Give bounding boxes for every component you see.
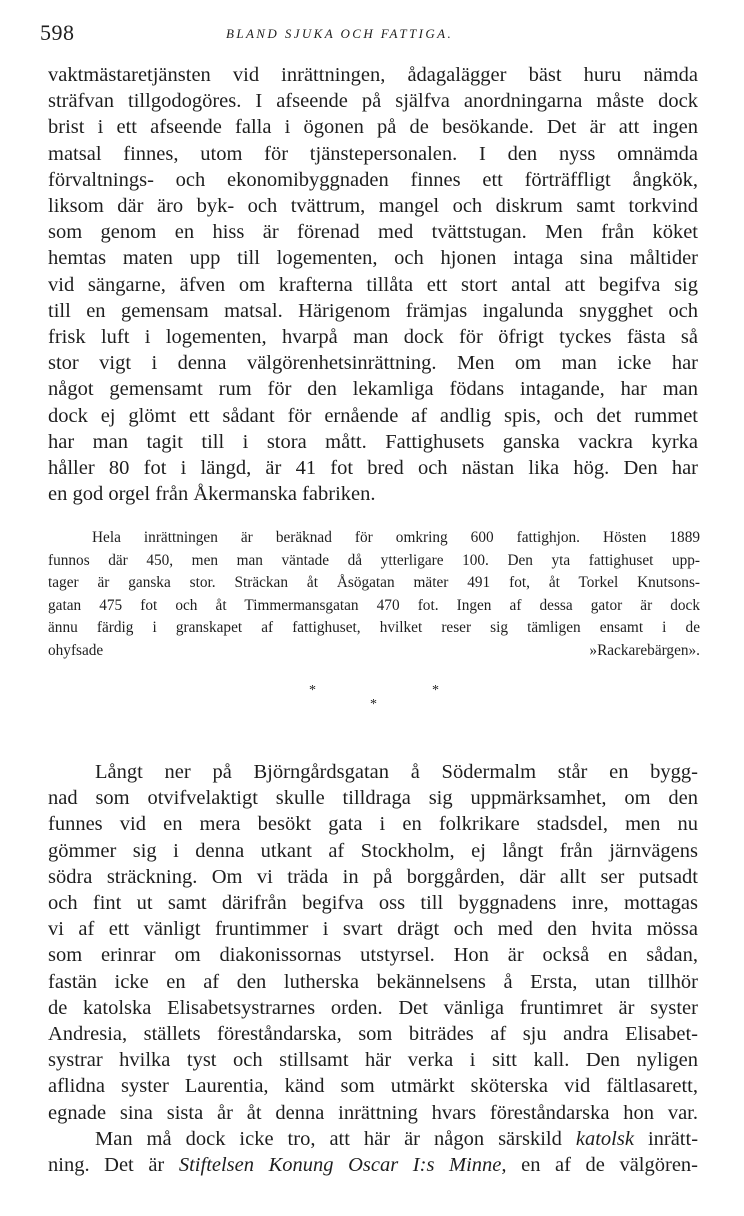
- text-run: en af de välgören-: [521, 1154, 699, 1177]
- footnote-line: funnos där 450, men man väntade då ytterligare 100. Den yta fattighuset upp-: [48, 551, 700, 569]
- paragraph-2: [48, 759, 698, 1178]
- text-line: förvaltnings- och ekonomibyggnaden finnes ett förträffligt ångkök,: [48, 168, 698, 191]
- running-title: BLAND SJUKA OCH FATTIGA.: [226, 26, 454, 41]
- text-line: funnes vid en mera besökt gata i en folkrikare stadsdel, men nu: [48, 813, 698, 836]
- text-line: frisk luft i logementen, hvarpå man dock för öfrigt tyckes fästa så: [48, 326, 698, 349]
- text-line: vi af ett vänligt fruntimmer i svart drägt och med den hvita mössa: [48, 918, 698, 941]
- paragraph-1: [48, 62, 698, 507]
- text-line: liksom där äro byk- och tvättrum, mangel och diskrum samt torkvind: [48, 195, 698, 218]
- section-break-asterism: [300, 683, 450, 723]
- text-line: systrar hvilka tyst och stillsamt här verka i sitt kall. Den nyligen: [48, 1049, 698, 1072]
- footnote-line: Hela inrättningen är beräknad för omkring 600 fattighjon. Hösten 1889: [92, 529, 700, 546]
- text-run: inrätt-: [647, 1127, 699, 1150]
- text-line: fastän icke en af den lutherska bekännelsens å Ersta, utan tillhör: [48, 970, 698, 993]
- footnote-line: tager är ganska stor. Sträckan åt Åsögatan mäter 491 fot, åt Torkel Knutsons-: [48, 574, 700, 592]
- text-run: ning. Det är: [48, 1154, 165, 1177]
- text-line: håller 80 fot i längd, är 41 fot bred och nästan lika hög. Den har: [48, 457, 698, 480]
- text-line: hemtas maten upp till logementen, och hjonen intaga sina måltider: [48, 247, 698, 270]
- text-line-paragraph-3: [48, 1152, 698, 1178]
- text-line: som genom en hiss är förenad med tvättstugan. Men från köket: [48, 221, 698, 244]
- text-line: till en gemensam matsal. Härigenom främjas ingalunda snygghet och: [48, 299, 698, 322]
- text-line: matsal finnes, utom för tjänstepersonalen. I den nyss omnämda: [48, 142, 698, 165]
- footnote-line: gatan 475 fot och åt Timmermansgatan 470 fot. Ingen af dessa gator är dock: [48, 596, 700, 614]
- text-line: södra sträckning. Om vi träda in på borggården, där allt ser putsadt: [48, 865, 698, 888]
- asterisk-ornament: *: [309, 683, 316, 698]
- text-run: Man må dock icke tro, att här är någon särskild: [95, 1127, 562, 1150]
- text-line: sträfvan tillgodogöres. I afseende på själfva anordningarna måste dock: [48, 90, 698, 113]
- page-number: 598: [40, 20, 75, 45]
- text-line: aflidna syster Laurentia, känd som utmärkt sköterska vid fältlasarett,: [48, 1075, 698, 1098]
- text-line: en god orgel från Åkermanska fabriken.: [48, 483, 376, 506]
- text-line: något gemensamt rum för den lekamliga födans intagande, har man: [48, 378, 698, 401]
- text-line: egnade sina sista år åt denna inrättning hvars föreståndarska hon var.: [48, 1101, 698, 1124]
- italic-text-run: Stiftelsen Konung Oscar I:s Minne,: [178, 1154, 507, 1177]
- footnote: [48, 527, 700, 663]
- text-line: de katolska Elisabetsystrarnes orden. Det vänliga fruntimret är syster: [48, 996, 698, 1019]
- text-line: vid sängarne, äfven om krafterna tillåta ett stort antal att begifva sig: [48, 273, 698, 296]
- text-line: stor vigt i denna välgörenhetsinrättning. Men om man icke har: [48, 352, 698, 375]
- footnote-line: ännu färdig i granskapet af fattighuset, hvilket reser sig tämligen ensamt i de: [48, 619, 700, 637]
- text-line: vaktmästaretjänsten vid inrättningen, ådagalägger bäst huru nämda: [48, 64, 698, 86]
- asterisk-ornament: *: [432, 683, 439, 698]
- text-line: brist i ett afseende falla i ögonen på de besökande. Det är att ingen: [48, 116, 698, 139]
- page-header: [40, 20, 700, 50]
- footnote-line: ohyfsade »Rackarebärgen».: [48, 641, 700, 659]
- text-line: som erinrar om diakonissornas utstyrsel. Hon är också en sådan,: [48, 944, 698, 967]
- text-line: nad som otvifvelaktigt skulle tilldraga sig uppmärksamhet, om den: [48, 787, 698, 810]
- text-line: Långt ner på Björngårdsgatan å Södermalm står en bygg-: [95, 761, 698, 783]
- text-line-paragraph-3: [48, 1126, 698, 1152]
- italic-text-run: katolsk: [575, 1127, 634, 1150]
- text-line: gömmer sig i denna utkant af Stockholm, ej långt från järnvägens: [48, 839, 698, 862]
- asterisk-ornament: *: [370, 697, 377, 712]
- text-line: Andresia, ställets föreståndarska, som biträdes af sju andra Elisabet-: [48, 1023, 698, 1046]
- text-line: dock ej glömt ett sådant för ernående af andlig spis, och det rummet: [48, 404, 698, 427]
- text-line: har man tagit till i stora mått. Fattighusets ganska vackra kyrka: [48, 430, 698, 453]
- text-line: och fint ut samt därifrån begifva oss till byggnadens inre, mottagas: [48, 892, 698, 915]
